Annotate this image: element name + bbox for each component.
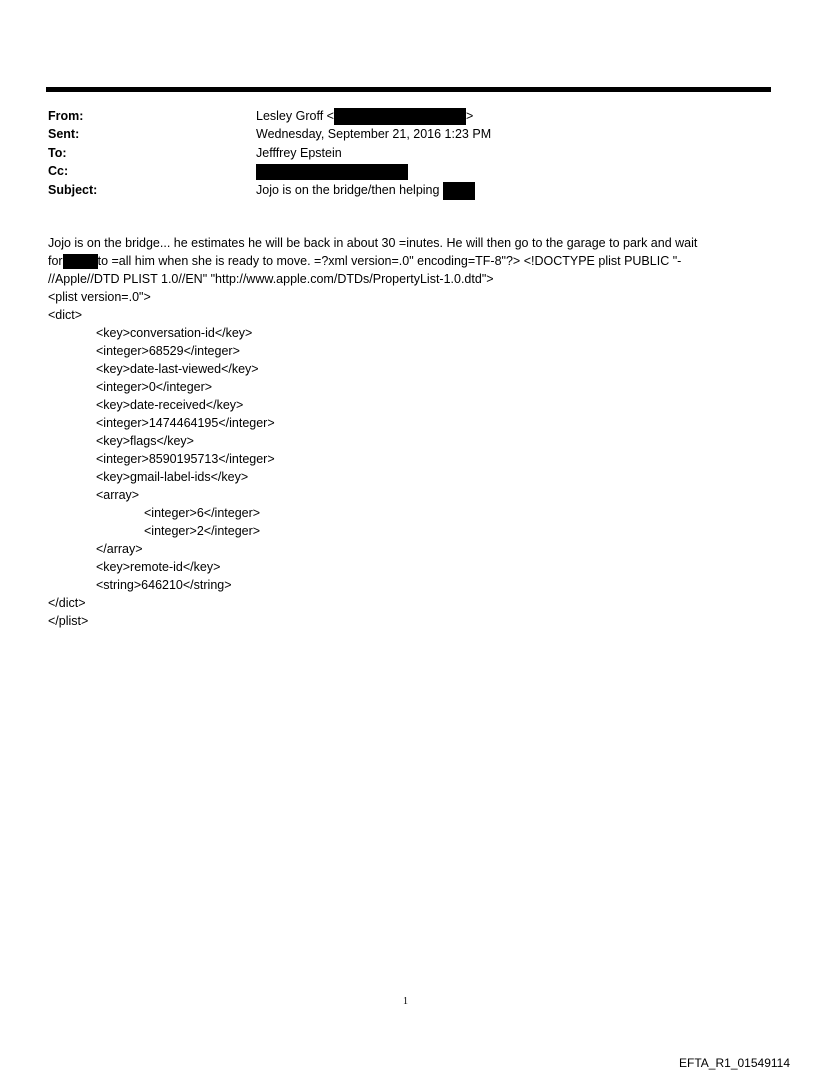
plist-xml-block [48,288,768,630]
xml-line: </dict> [48,596,86,610]
xml-line: <key>remote-id</key> [96,560,221,574]
from-label: From: [48,109,84,123]
from-value [256,107,473,125]
xml-line: <key>flags</key> [96,434,194,448]
xml-line: <key>gmail-label-ids</key> [96,470,249,484]
xml-line: <array> [96,488,140,502]
xml-line: <key>conversation-id</key> [96,326,253,340]
redaction-block [63,254,98,269]
header-rule [46,87,771,92]
xml-line: <key>date-received</key> [96,398,244,412]
xml-line: <integer>6</integer> [144,506,261,520]
xml-line: </array> [96,542,143,556]
page-number: 1 [403,996,408,1007]
bates-number: EFTA_R1_01549114 [679,1056,790,1070]
redaction-block [443,182,475,200]
xml-line: <plist version=.0"> [48,290,151,304]
xml-line: <key>date-last-viewed</key> [96,362,259,376]
xml-line: <dict> [48,308,83,322]
sent-value: Wednesday, September 21, 2016 1:23 PM [256,127,492,141]
body-line-2-start: for [48,254,63,268]
xml-line: <integer>1474464195</integer> [96,416,275,430]
xml-line: <string>646210</string> [96,578,232,592]
body-line-1: Jojo is on the bridge... he estimates he will be back in about 30 =inutes. He will then go to the garage to park and wait [48,236,698,250]
to-value: Jefffrey Epstein [256,146,342,160]
body-line-2-end: to =all him when she is ready to move. =?xml version=.0" encoding=TF-8"?> <!DOCTYPE plist PUBLIC "- [97,254,682,268]
from-close-bracket: > [465,109,474,123]
subject-label: Subject: [48,183,98,197]
message-body [48,234,768,630]
cc-label: Cc: [48,164,69,178]
subject-text: Jojo is on the bridge/then helping [256,183,440,197]
xml-line: <integer>0</integer> [96,380,213,394]
redaction-block [256,164,408,180]
xml-line: <integer>8590195713</integer> [96,452,275,466]
cc-value [256,162,408,180]
body-line-3: //Apple//DTD PLIST 1.0//EN" "http://www.apple.com/DTDs/PropertyList-1.0.dtd"> [48,272,494,286]
sent-label: Sent: [48,127,80,141]
xml-line: <integer>2</integer> [144,524,261,538]
subject-value [256,181,475,200]
to-label: To: [48,146,67,160]
xml-line: </plist> [48,614,89,628]
redaction-block [334,108,466,125]
body-line-2 [48,252,768,270]
from-name: Lesley Groff < [256,109,334,123]
xml-line: <integer>68529</integer> [96,344,240,358]
